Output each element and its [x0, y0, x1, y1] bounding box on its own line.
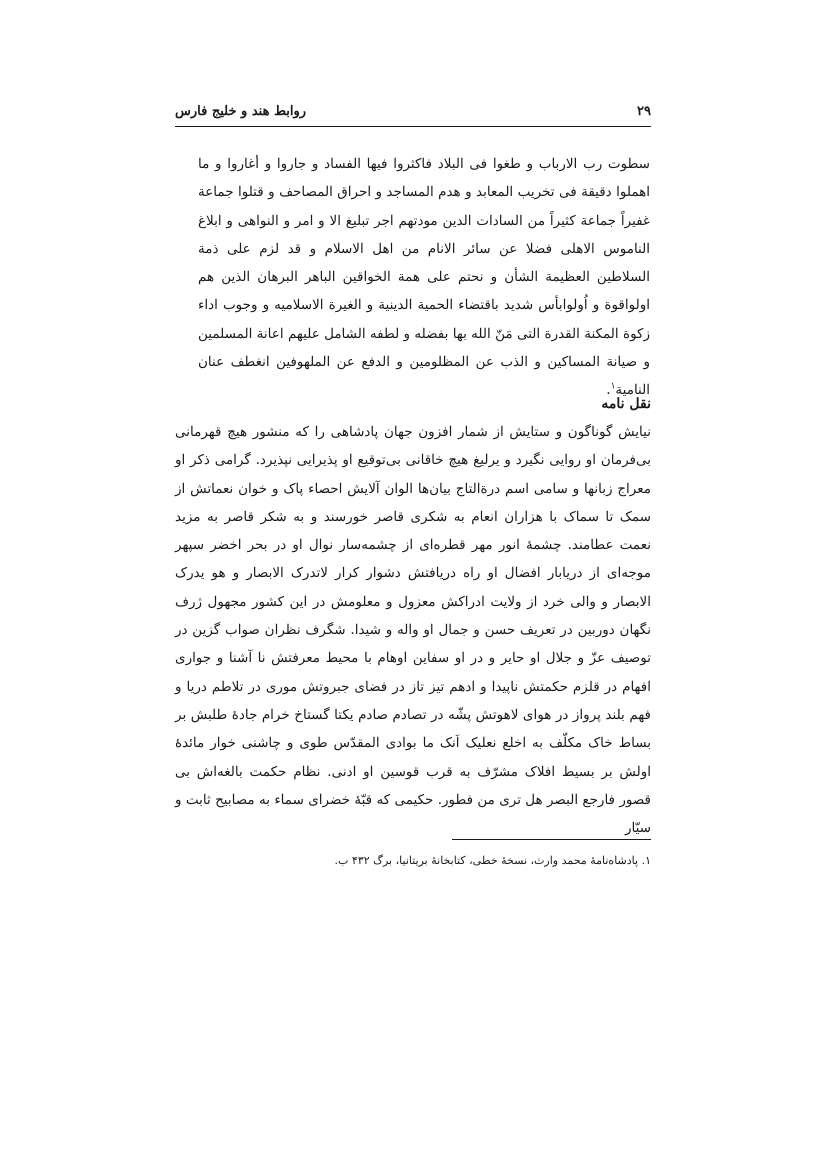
page-number: ۲۹ [637, 104, 651, 119]
footnote: ۱. پادشاه‌نامهٔ محمد وارث، نسخهٔ خطی، کتابخانهٔ بریتانیا، برگ ۴۳۲ ب. [334, 854, 651, 867]
quote-paragraph [198, 150, 650, 405]
arabic-quote-block [198, 150, 650, 405]
body-text-block [175, 418, 651, 842]
running-title: روابط هند و خلیج فارس [175, 104, 307, 119]
footnote-marker: ۱ [610, 381, 616, 392]
body-paragraph: نیایش گوناگون و ستایش از شمار افزون جهان پادشاهی را که منشور هیچ قهرمانی بی‌فرمان او روایی نگیرد و یرلیغ هیچ خاقانی بی‌توقیع او پذیرایی نپذیرد. گرامی ذکر او معراج زبانها و سامی اسم درةالتاج بیان‌ها الوان آلایش احصاء پاک و خوان نعماتش از سمک تا سماک با هزاران انعام به شکری قاصر خورسند و به شکر قاصر به مزید نعمت عطامند. چشمهٔ انور مهر قطره‌ای از چشمه‌سار نوال او در بحر اخضر سپهر موجه‌ای از دریابار افضال او راه دریافتش دشوار کرار لاتدرک الابصار و هو یدرک الابصار و والی خرد از ولایت ادراکش معزول و معلومش در این کشور مجهول ژرف نگهان دوربین در تعریف حسن و جمال او واله و شیدا. شگرف نظران صواب گزین در توصیف عزّ و جلال او حایر و در او سفاین اوهام با محیط معرفتش نا آشنا و جواری افهام در قلزم حکمتش ناپیدا و ادهم تیز تاز در فضای جبروتش موری در تلاطم دریا و فهم بلند پرواز در هوای لاهوتش پشّه در تصادم صادم یکتا گستاخ خرام جادهٔ طلبش بر بساط خاک مکلّف به اخلع نعلیک اَنک ما بوادی المقدّس طوی و چاشنی خوار مائدهٔ اولش بر بسیط افلاک مشرّف به قرب قوسین او ادنی. نظام حکمت بالغه‌اش بی قصور فارجع البصر هل تری من فطور. حکیمی که قبّهٔ خضرای سماء به مصابیح ثابت و سیّار [175, 424, 652, 837]
quote-end-punctuation: . [606, 382, 611, 399]
running-header [175, 100, 651, 127]
footnote-divider [452, 839, 651, 840]
quote-text: سطوت رب الارباب و طغوا فی البلاد فاکثروا فیها الفساد و جاروا و أغاروا و ما اهملوا دقیقة فی تخریب المعابد و هدم المساجد و احراق المصاحف و قتلوا جماعة غفیراً جماعة کثیراً من السادات الدین مودتهم اجر تبلیغ الا و امر و النواهی و ابلاغ الناموس الاهلی فضلا عن سائر الانام من اهل الاسلام و قد لزم علی ذمة السلاطین العظیمة الشأن و نحتم علی همة الخواقین الباهر البرهان الذین هم اولواقوة و اُولوابأس شدید باقتضاء الحمیة الدینیة و الغیرة الاسلامیه و وجوب اداء زکوة المکنة القدرة التی مَنّ الله بها بفضله و لطفه الشامل علیهم اعانة المسلمین و صیانة المساکین و الذب عن المظلومین و الدفع عن الملهوفین انغطف عنان النامیة [198, 156, 650, 399]
section-heading: نقل نامه [601, 396, 651, 412]
